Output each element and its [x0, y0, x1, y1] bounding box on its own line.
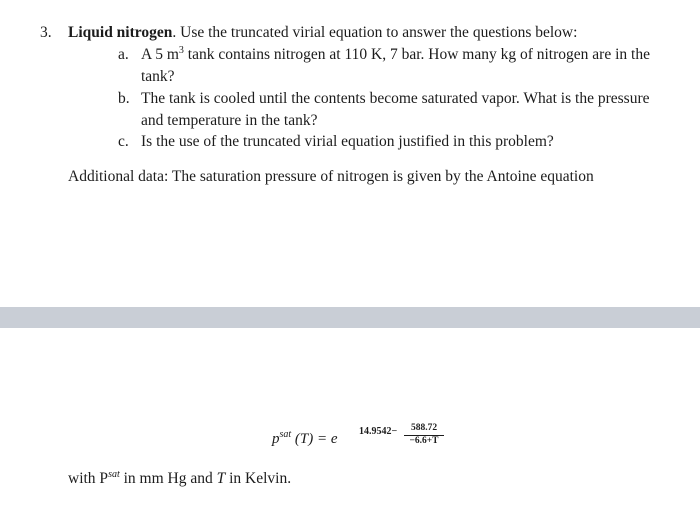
units-with: with P	[68, 470, 109, 487]
part-b-label: b.	[118, 90, 130, 107]
page-divider	[0, 307, 700, 328]
problem-title: Liquid nitrogen	[68, 24, 173, 41]
units-sat-superscript: sat	[108, 468, 120, 480]
part-a-label: a.	[118, 46, 129, 63]
part-c-label: c.	[118, 133, 129, 150]
part-a-line2: tank?	[141, 68, 175, 85]
units-note	[68, 470, 291, 489]
part-b-line2: and temperature in the tank?	[141, 112, 318, 129]
units-mid: in mm Hg and	[119, 470, 217, 487]
units-T: T	[216, 470, 226, 487]
additional-data-text: Additional data: The saturation pressure of nitrogen is given by the Antoine equation	[68, 168, 594, 185]
eq-arg: (T) = e	[291, 431, 338, 447]
part-b-line1: The tank is cooled until the contents become saturated vapor. What is the pressure	[141, 90, 650, 107]
cubic-superscript: 3	[178, 44, 184, 56]
problem-intro: . Use the truncated virial equation to answer the questions below:	[172, 24, 578, 41]
eq-exponent-constant: 14.9542−	[359, 426, 398, 437]
part-a-line1	[141, 46, 650, 65]
eq-sat-superscript: sat	[279, 429, 292, 440]
part-a-text-start: A 5 m	[141, 46, 179, 63]
eq-p: p	[272, 431, 280, 447]
problem-heading	[68, 24, 577, 43]
units-end: in Kelvin.	[225, 470, 292, 487]
eq-denominator: −6.6+T	[409, 436, 439, 446]
problem-number: 3.	[40, 24, 52, 41]
antoine-equation	[272, 420, 472, 460]
eq-numerator: 588.72	[410, 423, 438, 433]
part-c-line1: Is the use of the truncated virial equation justified in this problem?	[141, 133, 554, 150]
part-a-text-end: tank contains nitrogen at 110 K, 7 bar. How many kg of nitrogen are in the	[183, 46, 650, 63]
